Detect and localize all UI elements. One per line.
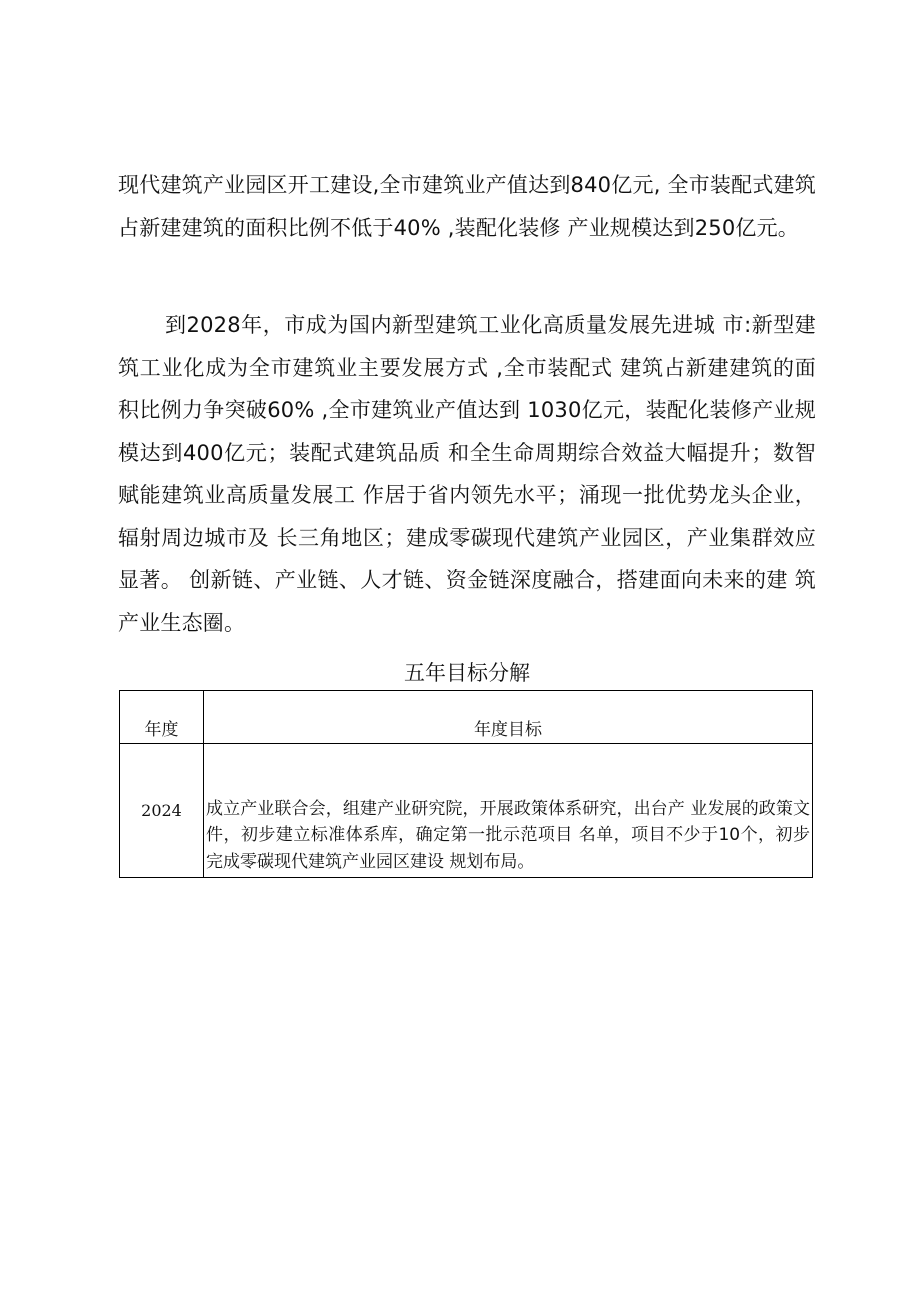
row-year-cell: 2024 <box>120 744 204 878</box>
header-goal: 年度目标 <box>204 691 813 744</box>
table-header-row <box>120 691 813 744</box>
body-paragraph-1: 现代建筑产业园区开工建设,全市建筑业产值达到840亿元, 全市装配式建筑占新建建筑的面积比例不低于40% ,装配化装修 产业规模达到250亿元。 <box>118 173 816 240</box>
header-year: 年度 <box>120 691 204 744</box>
row-goal-cell: 成立产业联合会，组建产业研究院，开展政策体系研究，出台产 业发展的政策文件，初步建立标准体系库，确定第一批示范项目 名单，项目不少于10个，初步完成零碳现代建筑产业园区建设 规划布局。 <box>204 744 813 878</box>
five-year-goal-table <box>119 690 813 878</box>
body-paragraph-2: 到2028年，市成为国内新型建筑工业化高质量发展先进城 市:新型建筑工业化成为全市建筑业主要发展方式 ,全市装配式 建筑占新建建筑的面积比例力争突破60% ,全市建筑业产值达到 1030亿元，装配化装修产业规模达到400亿元；装配式建筑品质 和全生命周期综合效益大幅提升；数智赋能建筑业高质量发展工 作居于省内领先水平；涌现一批优势龙头企业，辐射周边城市及 长三角地区；建成零碳现代建筑产业园区，产业集群效应显著。 创新链、产业链、人才链、资金链深度融合，搭建面向未来的建 筑产业生态圈。 <box>118 313 816 635</box>
table-row <box>120 744 813 878</box>
table-title: 五年目标分解 <box>404 661 530 685</box>
